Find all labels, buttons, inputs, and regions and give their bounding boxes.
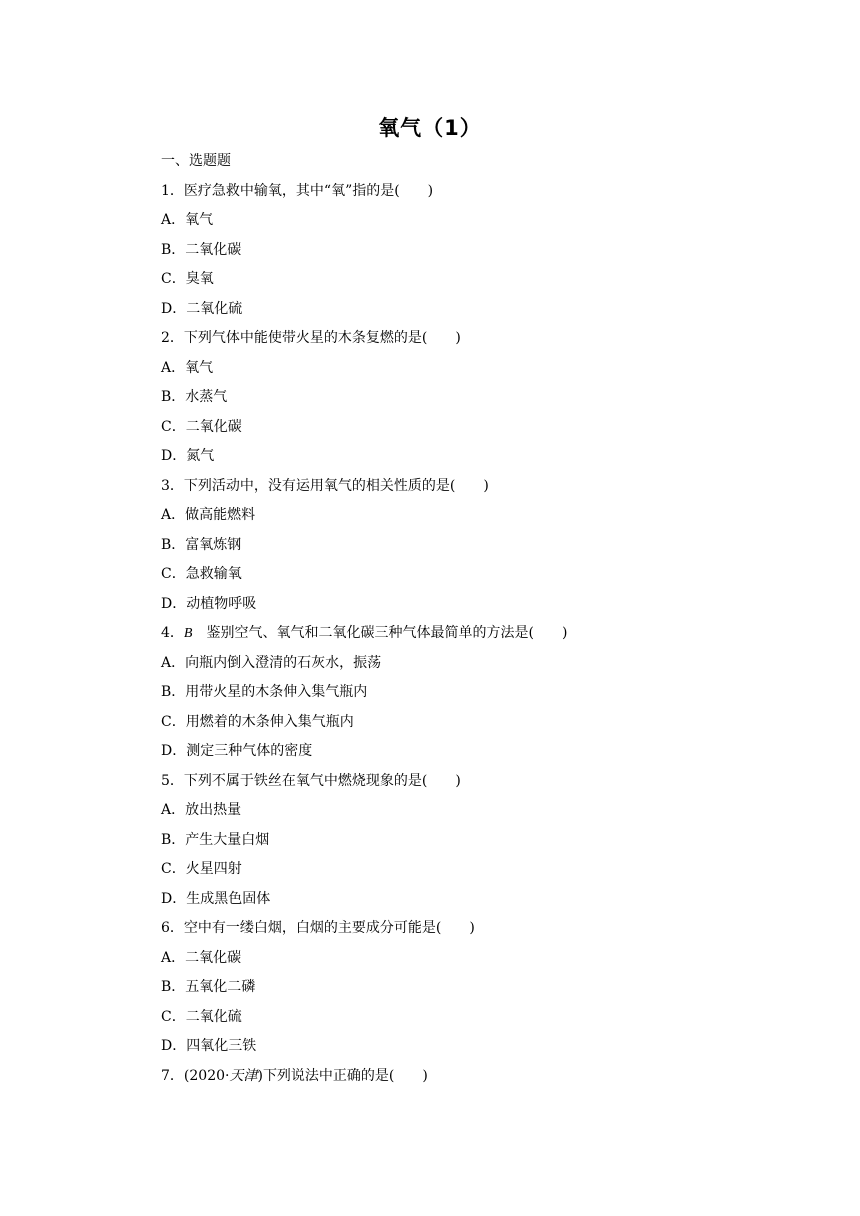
- source-year: (2020·: [183, 1067, 230, 1084]
- answer-option: C．急救输氧: [161, 566, 242, 582]
- question-stem: 6．空中有一缕白烟，白烟的主要成分可能是( ): [161, 920, 475, 936]
- question-text: 下列说法中正确的是( ): [262, 1067, 428, 1084]
- answer-option: A．二氧化碳: [161, 949, 242, 966]
- answer-option: D．四氧化三铁: [161, 1038, 257, 1054]
- answer-option: B．用带火星的木条伸入集气瓶内: [161, 684, 368, 700]
- page-title: 氧气（1）: [378, 116, 482, 140]
- answer-option: C．臭氧: [161, 271, 214, 287]
- question-text: 鉴别空气、氧气和二氧化碳三种气体最简单的方法是( ): [206, 625, 568, 641]
- answer-option: A．氧气: [161, 359, 214, 376]
- answer-option: D．二氧化硫: [161, 300, 243, 317]
- answer-option: A．做高能燃料: [161, 507, 256, 523]
- section-heading: 一、选题题: [161, 153, 231, 169]
- answer-option: C．二氧化碳: [161, 418, 242, 435]
- answer-option: B．富氧炼钢: [161, 536, 242, 553]
- answer-option: D．氮气: [161, 448, 215, 464]
- answer-option: B．二氧化碳: [161, 241, 242, 258]
- answer-option: D．生成黑色固体: [161, 890, 271, 907]
- answer-option: B．产生大量白烟: [161, 831, 270, 848]
- answer-option: D．动植物呼吸: [161, 595, 257, 612]
- answer-option: C．火星四射: [161, 861, 242, 877]
- difficulty-tag: B: [183, 626, 193, 641]
- question-stem: 5．下列不属于铁丝在氧气中燃烧现象的是( ): [161, 772, 461, 789]
- source-place: 天津: [229, 1067, 258, 1084]
- answer-option: B．水蒸气: [161, 389, 228, 405]
- answer-option: B．五氧化二磷: [161, 979, 256, 995]
- question-stem: 2．下列气体中能使带火星的木条复燃的是( ): [161, 330, 461, 346]
- question-source: [184, 1068, 263, 1084]
- source-close: ): [257, 1067, 263, 1084]
- question-number: 4．: [161, 625, 184, 641]
- question-stem: [161, 1062, 781, 1092]
- question-stem: 1．医疗急救中输氧，其中“氧”指的是( ): [161, 182, 434, 199]
- answer-option: D．测定三种气体的密度: [161, 743, 313, 759]
- answer-option: C．二氧化硫: [161, 1008, 242, 1025]
- question-stem: 3．下列活动中，没有运用氧气的相关性质的是( ): [161, 477, 489, 494]
- answer-option: A．向瓶内倒入澄清的石灰水，振荡: [161, 654, 382, 671]
- question-list: [161, 147, 781, 1091]
- answer-option: A．氧气: [161, 212, 214, 228]
- question-stem: [161, 619, 781, 649]
- answer-option: C．用燃着的木条伸入集气瓶内: [161, 713, 354, 730]
- answer-option: A．放出热量: [161, 802, 242, 818]
- question-number: 7．: [161, 1067, 184, 1084]
